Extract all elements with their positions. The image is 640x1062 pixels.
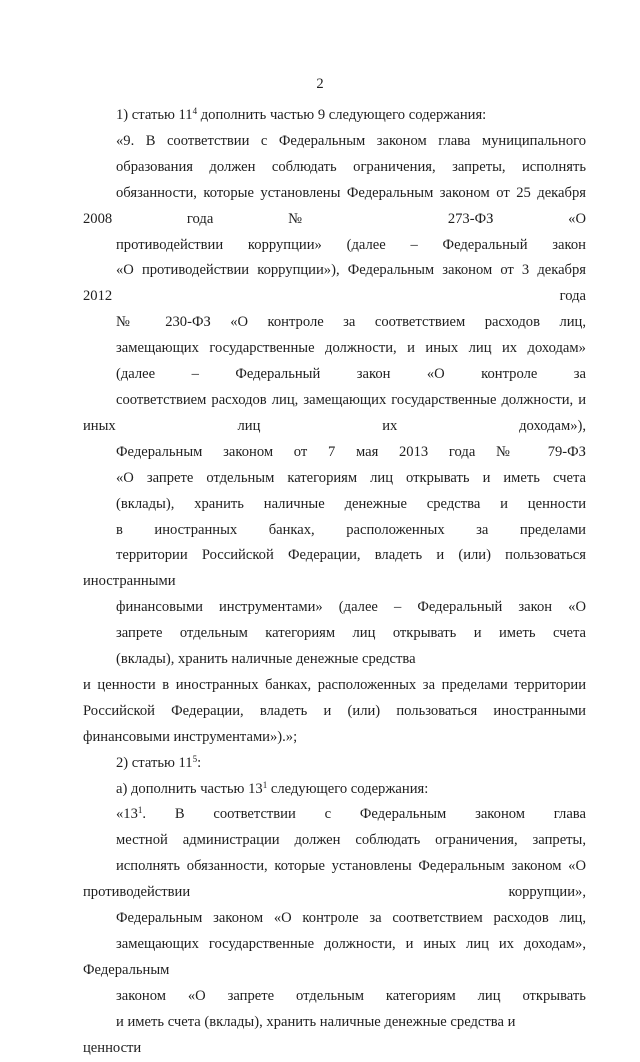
item-2a-text: а) дополнить частью 13 [116,780,263,797]
quote-13-1-line: местной администрации должен соблюдать ограничения, запреты, [116,832,586,849]
quote-9-line: Федеральным законом от 7 мая 2013 года № 79-ФЗ [116,443,586,460]
quote-9-line: (далее – Федеральный закон «О контроле за [116,366,587,383]
quote-9-line: (вклады), хранить наличные денежные средства [116,651,416,668]
quote-13-1-number: «$13^1$. [116,805,147,823]
quote-9-line: обязанности, которые установлены Федеральным законом от 25 декабря 2008 года № 273-ФЗ «О [83,184,586,227]
item-2a-text-rest: следующего содержания: [267,780,429,797]
item-2a-paragraph [83,777,586,803]
quote-9-line: противодействии коррупции» (далее – Федеральный закон [116,236,586,253]
item-1-paragraph [83,103,586,129]
quote-13-1-line: законом «О запрете отдельным категориям лиц открывать [116,987,586,1004]
quote-13-1-line: «$13^1$. В соответствии с Федеральным законом глава [116,805,586,823]
quote-9-line: замещающих государственные должности, и иных лиц их доходам» [116,340,586,357]
quote-9-line: образования должен соблюдать ограничения, запреты, исполнять [116,158,587,175]
quote-9-line: финансовыми инструментами» (далее – Федеральный закон «О [116,599,586,616]
quote-9-line: территории Российской Федерации, владеть и (или) пользоваться иностранными [83,547,586,590]
quote-13-1-line: замещающих государственные должности, и иных лиц их доходам», Федеральным [83,936,586,978]
item-2-text-rest: : [197,754,202,771]
quote-9-line: «9. В соответствии с Федеральным законом глава муниципального [116,132,587,149]
item-1-superscript: 4 [192,106,198,116]
quote-9-line: в иностранных банках, расположенных за пределами [116,521,586,538]
quote-13-1-superscript: 1 [137,805,143,816]
quote-9-line: «О противодействии коррупции»), Федеральным законом от 3 декабря 2012 года [83,262,586,305]
item-2-paragraph [83,751,586,777]
quote-part-13-1: «$13^1$. В соответствии с Федеральным законом глава местной администрации должен соблюдать ограничения, запреты, исполнять обязанности, которые установлены Федеральным законом «О противодействии коррупции», Федеральным законом «О контроле за соответствием расходов лиц, замещающих государственные должности, и иных лиц их доходам», Федеральным законом «О запрете отдельным категориям лиц открывать и иметь счета (вклады), хранить наличные денежные средства и ценности [83,802,586,1061]
quote-9-line: запрете отдельным категориям лиц открывать и иметь счета [116,625,586,642]
item-2-text: 2) статью 11 [116,754,193,771]
quote-9-line: соответствием расходов лиц, замещающих государственные должности, и иных лиц их доходам»), [83,391,587,434]
quote-13-1-line: исполнять обязанности, которые установлены Федеральным законом «О противодействии коррупции», [83,858,587,901]
item-1-text: 1) статью 11 [116,107,193,123]
item-1-text-rest: дополнить частью 9 следующего содержания: [197,107,487,123]
item-2a-superscript: 1 [262,779,268,790]
document-body [83,103,586,1062]
page-number: 2 [316,76,324,92]
quote-9-line: № 230-ФЗ «О контроле за соответствием расходов лиц, [116,314,587,331]
quote-13-1-line: и иметь счета (вклады), хранить наличные денежные средства и [116,1013,516,1030]
quote-9-line: «О запрете отдельным категориям лиц открывать и иметь счета [116,469,586,486]
quote-part-9: «9. В соответствии с Федеральным законом глава муниципального образования должен соблюдать ограничения, запреты, исполнять обязанности, которые установлены Федеральным законом от 25 декабря 2008 года № 273-ФЗ «О противодействии коррупции» (далее – Федеральный закон «О противодействии коррупции»), Федеральным законом от 3 декабря 2012 года № 230-ФЗ «О контроле за соответствием расходов лиц, замещающих государственные должности, и иных лиц их доходам» (далее – Федеральный закон «О контроле за соответствием расходов лиц, замещающих государственные должности, и иных лиц их доходам»), Федеральным законом от 7 мая 2013 года № 79-ФЗ «О запрете отдельным категориям лиц открывать и иметь счета (вклады), хранить наличные денежные средства и ценности в иностранных банках, расположенных за пределами территории Российской Федерации, владеть и (или) пользоваться иностранными финансовыми инструментами» (далее – Федеральный закон «О запрете отдельным категориям лиц открывать и иметь счета (вклады), хранить наличные денежные средства и ценности в иностранных банках, расположенных за пределами территории Российской Федерации, владеть и (или) пользоваться иностранными финансовыми инструментами»).»; [83,129,586,751]
quote-13-1-line: Федеральным законом «О контроле за соответствием расходов лиц, [116,910,587,927]
quote-9-line: (вклады), хранить наличные денежные средства и ценности [116,495,587,512]
item-2-superscript: 5 [192,753,198,764]
